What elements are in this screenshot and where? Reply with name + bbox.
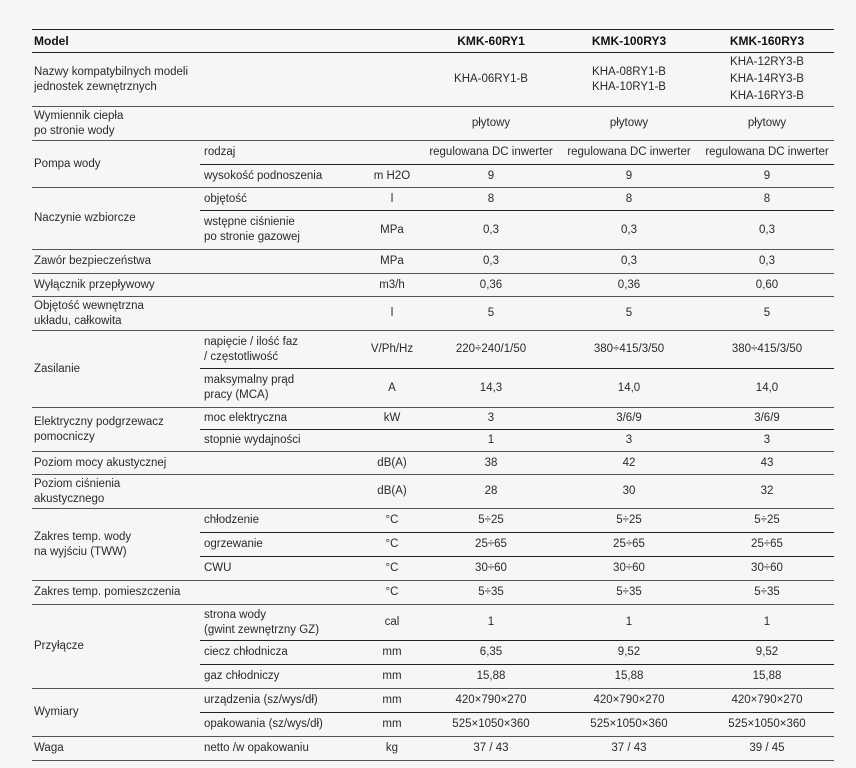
- value-kmk-60ry1: 0,36: [479, 278, 503, 291]
- row-parameter: strona wody (gwint zewnętrzny GZ): [204, 608, 320, 636]
- row-parameter: rodzaj: [204, 146, 236, 158]
- value-kmk-100ry3: 0,3: [621, 223, 637, 236]
- row-group-label: Zawór bezpieczeństwa: [34, 255, 151, 267]
- value-kmk-100ry3: 1: [625, 616, 633, 628]
- value-kmk-160ry3: 380÷415/3/50: [731, 343, 803, 355]
- group-divider: [32, 760, 834, 761]
- row-parameter: netto /w opakowaniu: [204, 742, 309, 754]
- row-group-label: Wymiary: [34, 706, 79, 718]
- value-kmk-100ry3: 37 / 43: [611, 742, 647, 754]
- value-kmk-160ry3: 9: [763, 169, 771, 182]
- value-kmk-60ry1: 8: [487, 192, 495, 205]
- row-unit: l: [390, 307, 394, 319]
- value-kmk-60ry1: 6,35: [479, 646, 503, 658]
- value-kmk-60ry1: 37 / 43: [473, 742, 509, 754]
- header-model-2: KMK-100RY3: [591, 33, 667, 48]
- value-kmk-160ry3: 3/6/9: [754, 412, 780, 424]
- value-kmk-160ry3: 32: [760, 485, 774, 497]
- value-kmk-60ry1: 420×790×270: [455, 694, 527, 706]
- row-group-label: Naczynie wzbiorcze: [34, 212, 136, 224]
- row-parameter: stopnie wydajności: [204, 434, 301, 446]
- row-unit: A: [388, 381, 396, 394]
- row-parameter: objętość: [204, 192, 247, 205]
- row-parameter: moc elektryczna: [204, 412, 288, 424]
- value-kmk-100ry3: regulowana DC inwerter: [567, 146, 691, 158]
- value-kmk-100ry3: 3: [625, 434, 633, 446]
- row-parameter: maksymalny prąd pracy (MCA): [204, 374, 295, 401]
- value-kmk-100ry3: 5÷35: [616, 586, 642, 598]
- value-kmk-160ry3: 25÷65: [751, 538, 783, 550]
- row-unit: mm: [382, 694, 402, 706]
- value-kmk-60ry1: 30÷60: [475, 562, 507, 574]
- row-group-label: Elektryczny podgrzewacz pomocniczy: [34, 415, 164, 443]
- value-kmk-100ry3: 5: [625, 307, 633, 319]
- row-unit: °C: [385, 586, 399, 598]
- row-group-label: Waga: [34, 742, 64, 754]
- row-parameter: napięcie / ilość faz / częstotliwość: [204, 335, 298, 363]
- value-kmk-100ry3: 15,88: [614, 670, 644, 682]
- value-kmk-160ry3: KHA-12RY3-B KHA-14RY3-B KHA-16RY3-B: [730, 56, 804, 102]
- row-group-label: Zakres temp. pomieszczenia: [34, 586, 181, 598]
- header-model-3: KMK-160RY3: [729, 33, 805, 48]
- row-group-label: Zakres temp. wody na wyjściu (TWW): [34, 530, 132, 558]
- value-kmk-160ry3: 525×1050×360: [728, 718, 806, 730]
- row-unit: mm: [382, 718, 402, 730]
- value-kmk-160ry3: 5÷35: [754, 586, 780, 598]
- row-group-label: Poziom mocy akustycznej: [34, 456, 167, 469]
- row-unit: °C: [385, 562, 399, 574]
- value-kmk-160ry3: 14,0: [755, 381, 779, 394]
- row-unit: dB(A): [377, 485, 407, 497]
- value-kmk-160ry3: 8: [763, 192, 771, 205]
- row-unit: cal: [384, 616, 400, 628]
- value-kmk-100ry3: 5÷25: [616, 514, 642, 526]
- value-kmk-100ry3: 380÷415/3/50: [593, 343, 665, 355]
- value-kmk-60ry1: płytowy: [471, 117, 511, 129]
- value-kmk-160ry3: 30÷60: [751, 562, 783, 574]
- row-parameter: urządzenia (sz/wys/dł): [204, 694, 318, 706]
- header-model-label: Model: [34, 33, 69, 48]
- value-kmk-60ry1: 14,3: [479, 381, 503, 394]
- value-kmk-60ry1: 1: [487, 434, 495, 446]
- row-parameter: CWU: [204, 562, 232, 574]
- value-kmk-60ry1: 15,88: [476, 670, 506, 682]
- row-unit: °C: [385, 538, 399, 550]
- value-kmk-100ry3: 42: [622, 456, 636, 469]
- row-unit: mm: [382, 646, 402, 658]
- row-unit: m H2O: [373, 169, 411, 182]
- row-group-label: Wyłącznik przepływowy: [34, 278, 155, 291]
- row-unit: dB(A): [377, 456, 407, 469]
- value-kmk-60ry1: regulowana DC inwerter: [429, 146, 553, 158]
- row-group-label: Poziom ciśnienia akustycznego: [34, 477, 121, 505]
- value-kmk-160ry3: 3: [763, 434, 771, 446]
- row-parameter: gaz chłodniczy: [204, 670, 280, 682]
- value-kmk-160ry3: płytowy: [747, 117, 787, 129]
- row-group-label: Przyłącze: [34, 640, 84, 652]
- row-group-label: Nazwy kompatybilnych modeli jednostek zewnętrznych: [34, 65, 189, 93]
- value-kmk-100ry3: 8: [625, 192, 633, 205]
- value-kmk-60ry1: 25÷65: [475, 538, 507, 550]
- value-kmk-100ry3: 0,3: [621, 255, 637, 267]
- value-kmk-160ry3: 0,60: [755, 278, 779, 291]
- value-kmk-160ry3: 43: [760, 456, 774, 469]
- value-kmk-100ry3: 30: [622, 485, 636, 497]
- row-unit: mm: [382, 670, 402, 682]
- row-unit: V/Ph/Hz: [370, 343, 414, 355]
- row-parameter: ciecz chłodnicza: [204, 646, 288, 658]
- value-kmk-160ry3: regulowana DC inwerter: [705, 146, 829, 158]
- value-kmk-100ry3: 0,36: [617, 278, 641, 291]
- value-kmk-60ry1: 5÷25: [478, 514, 504, 526]
- value-kmk-60ry1: 28: [484, 485, 498, 497]
- value-kmk-100ry3: 420×790×270: [593, 694, 665, 706]
- value-kmk-100ry3: 25÷65: [613, 538, 645, 550]
- row-parameter: wysokość podnoszenia: [204, 169, 323, 182]
- value-kmk-60ry1: 5÷35: [478, 586, 504, 598]
- value-kmk-160ry3: 9,52: [755, 646, 779, 658]
- value-kmk-100ry3: 14,0: [617, 381, 641, 394]
- value-kmk-160ry3: 5÷25: [754, 514, 780, 526]
- row-group-label: Wymiennik ciepła po stronie wody: [34, 109, 124, 137]
- value-kmk-60ry1: 38: [484, 456, 498, 469]
- value-kmk-60ry1: 525×1050×360: [452, 718, 530, 730]
- row-parameter: opakowania (sz/wys/dł): [204, 718, 323, 730]
- header-model-1: KMK-60RY1: [457, 33, 525, 48]
- row-parameter: wstępne ciśnienie po stronie gazowej: [204, 216, 300, 243]
- row-parameter: ogrzewanie: [204, 538, 263, 550]
- value-kmk-100ry3: płytowy: [609, 117, 649, 129]
- row-parameter: chłodzenie: [204, 514, 259, 526]
- value-kmk-160ry3: 0,3: [759, 255, 775, 267]
- value-kmk-60ry1: 220÷240/1/50: [455, 343, 527, 355]
- value-kmk-160ry3: 15,88: [752, 670, 782, 682]
- row-group-label: Pompa wody: [34, 157, 101, 170]
- value-kmk-100ry3: 525×1050×360: [590, 718, 668, 730]
- row-unit: MPa: [380, 223, 404, 236]
- value-kmk-100ry3: KHA-08RY1-B KHA-10RY1-B: [592, 65, 666, 93]
- value-kmk-160ry3: 5: [763, 307, 771, 319]
- row-unit: kg: [385, 742, 399, 754]
- row-unit: MPa: [380, 255, 404, 267]
- row-group-label: Objętość wewnętrzna układu, całkowita: [34, 299, 144, 327]
- row-unit: m3/h: [379, 278, 405, 291]
- value-kmk-100ry3: 9,52: [617, 646, 641, 658]
- value-kmk-60ry1: 9: [487, 169, 495, 182]
- value-kmk-160ry3: 1: [763, 616, 771, 628]
- value-kmk-100ry3: 3/6/9: [616, 412, 642, 424]
- row-unit: kW: [383, 412, 401, 424]
- row-unit: l: [390, 192, 394, 205]
- value-kmk-160ry3: 420×790×270: [731, 694, 803, 706]
- value-kmk-60ry1: 5: [487, 307, 495, 319]
- value-kmk-60ry1: KHA-06RY1-B: [454, 73, 528, 85]
- value-kmk-100ry3: 30÷60: [613, 562, 645, 574]
- value-kmk-60ry1: 0,3: [483, 255, 499, 267]
- value-kmk-160ry3: 39 / 45: [749, 742, 785, 754]
- value-kmk-60ry1: 0,3: [483, 223, 499, 236]
- value-kmk-60ry1: 1: [487, 616, 495, 628]
- value-kmk-60ry1: 3: [487, 412, 495, 424]
- value-kmk-100ry3: 9: [625, 169, 633, 182]
- row-group-label: Zasilanie: [34, 362, 81, 375]
- row-unit: °C: [385, 514, 399, 526]
- value-kmk-160ry3: 0,3: [759, 223, 775, 236]
